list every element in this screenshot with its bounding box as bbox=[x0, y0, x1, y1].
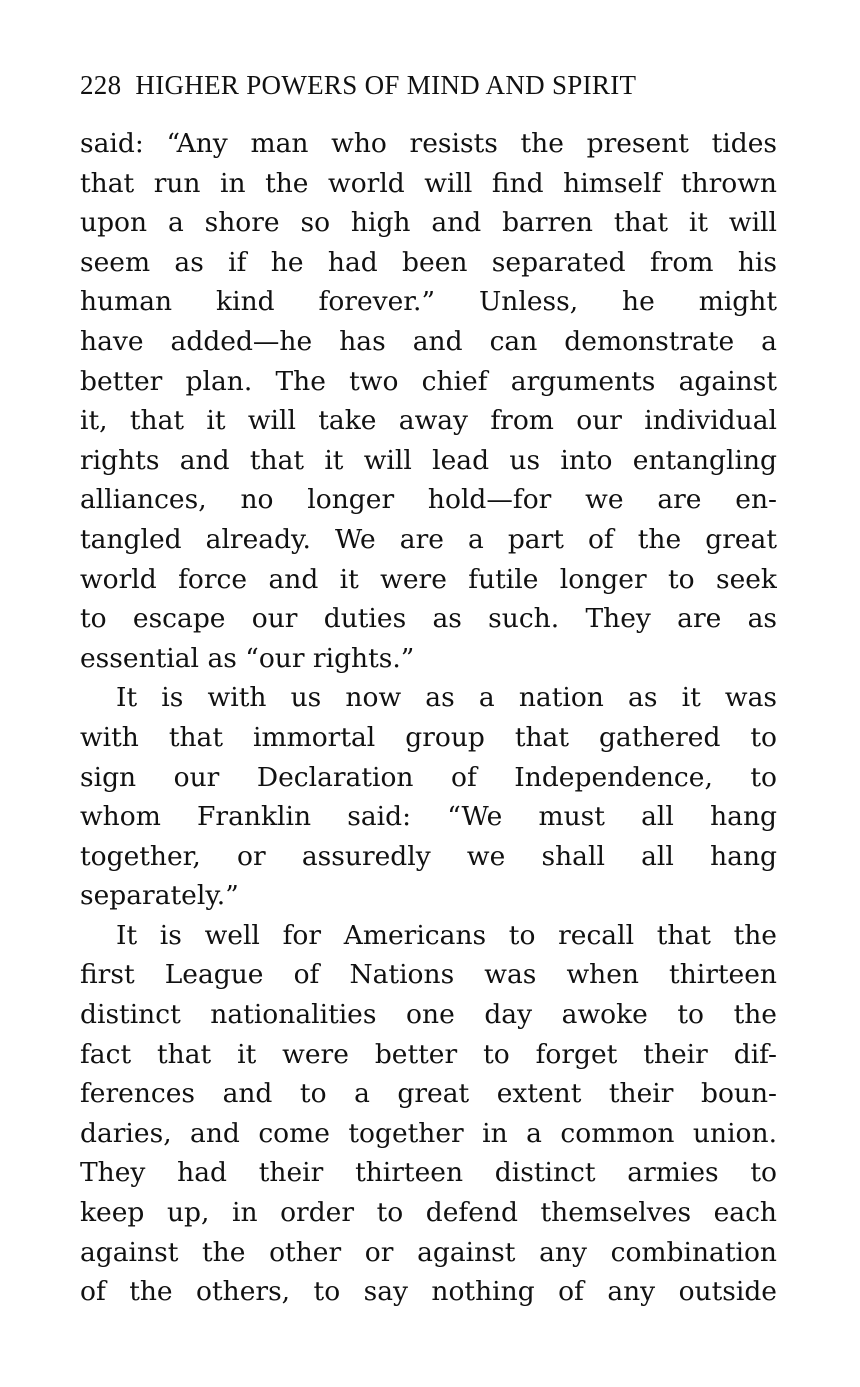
text-line: daries, and come together in a common union. bbox=[80, 1117, 777, 1149]
text-line: rights and that it will lead us into entangling bbox=[80, 444, 777, 476]
text-line: seem as if he had been separated from his bbox=[80, 246, 777, 278]
text-line: said: “Any man who resists the present tides bbox=[80, 128, 777, 159]
text-line: upon a shore so high and barren that it will bbox=[80, 207, 777, 239]
text-line: distinct nationalities one day awoke to the bbox=[80, 999, 777, 1031]
text-line: together, or assuredly we shall all hang bbox=[80, 840, 777, 872]
text-line: that run in the world will find himself thrown bbox=[80, 167, 777, 199]
running-title: HIGHER POWERS OF MIND AND SPIRIT bbox=[135, 70, 637, 100]
text-line: world force and it were futile longer to seek bbox=[80, 563, 777, 595]
text-line: against the other or against any combination bbox=[80, 1236, 777, 1268]
text-line: ferences and to a great extent their boun- bbox=[80, 1078, 777, 1110]
running-header bbox=[80, 70, 780, 101]
text-line: human kind forever.” Unless, he might bbox=[80, 286, 777, 318]
text-line: separately.” bbox=[80, 880, 239, 912]
text-line: essential as “our rights.” bbox=[80, 642, 415, 674]
text-line: first League of Nations was when thirteen bbox=[80, 959, 777, 991]
text-line: sign our Declaration of Independence, to bbox=[80, 761, 777, 793]
text-line: better plan. The two chief arguments against bbox=[80, 365, 777, 397]
text-line: whom Franklin said: “We must all hang bbox=[80, 801, 777, 833]
page-number: 228 bbox=[80, 70, 122, 100]
body-text bbox=[80, 124, 777, 1312]
text-line: tangled already. We are a part of the great bbox=[80, 523, 777, 555]
text-line: it, that it will take away from our individual bbox=[80, 405, 777, 437]
text-line: fact that it were better to forget their dif- bbox=[80, 1038, 777, 1070]
text-line: of the others, to say nothing of any outside bbox=[80, 1276, 777, 1308]
text-line: It is with us now as a nation as it was bbox=[116, 682, 777, 714]
text-line: alliances, no longer hold—for we are en- bbox=[80, 484, 777, 516]
text-line: to escape our duties as such. They are as bbox=[80, 603, 777, 635]
text-line: It is well for Americans to recall that the bbox=[116, 919, 777, 951]
text-line: keep up, in order to defend themselves each bbox=[80, 1197, 777, 1229]
text-line: have added—he has and can demonstrate a bbox=[80, 325, 777, 357]
text-line: They had their thirteen distinct armies to bbox=[80, 1157, 777, 1189]
text-line: with that immortal group that gathered to bbox=[80, 721, 777, 753]
